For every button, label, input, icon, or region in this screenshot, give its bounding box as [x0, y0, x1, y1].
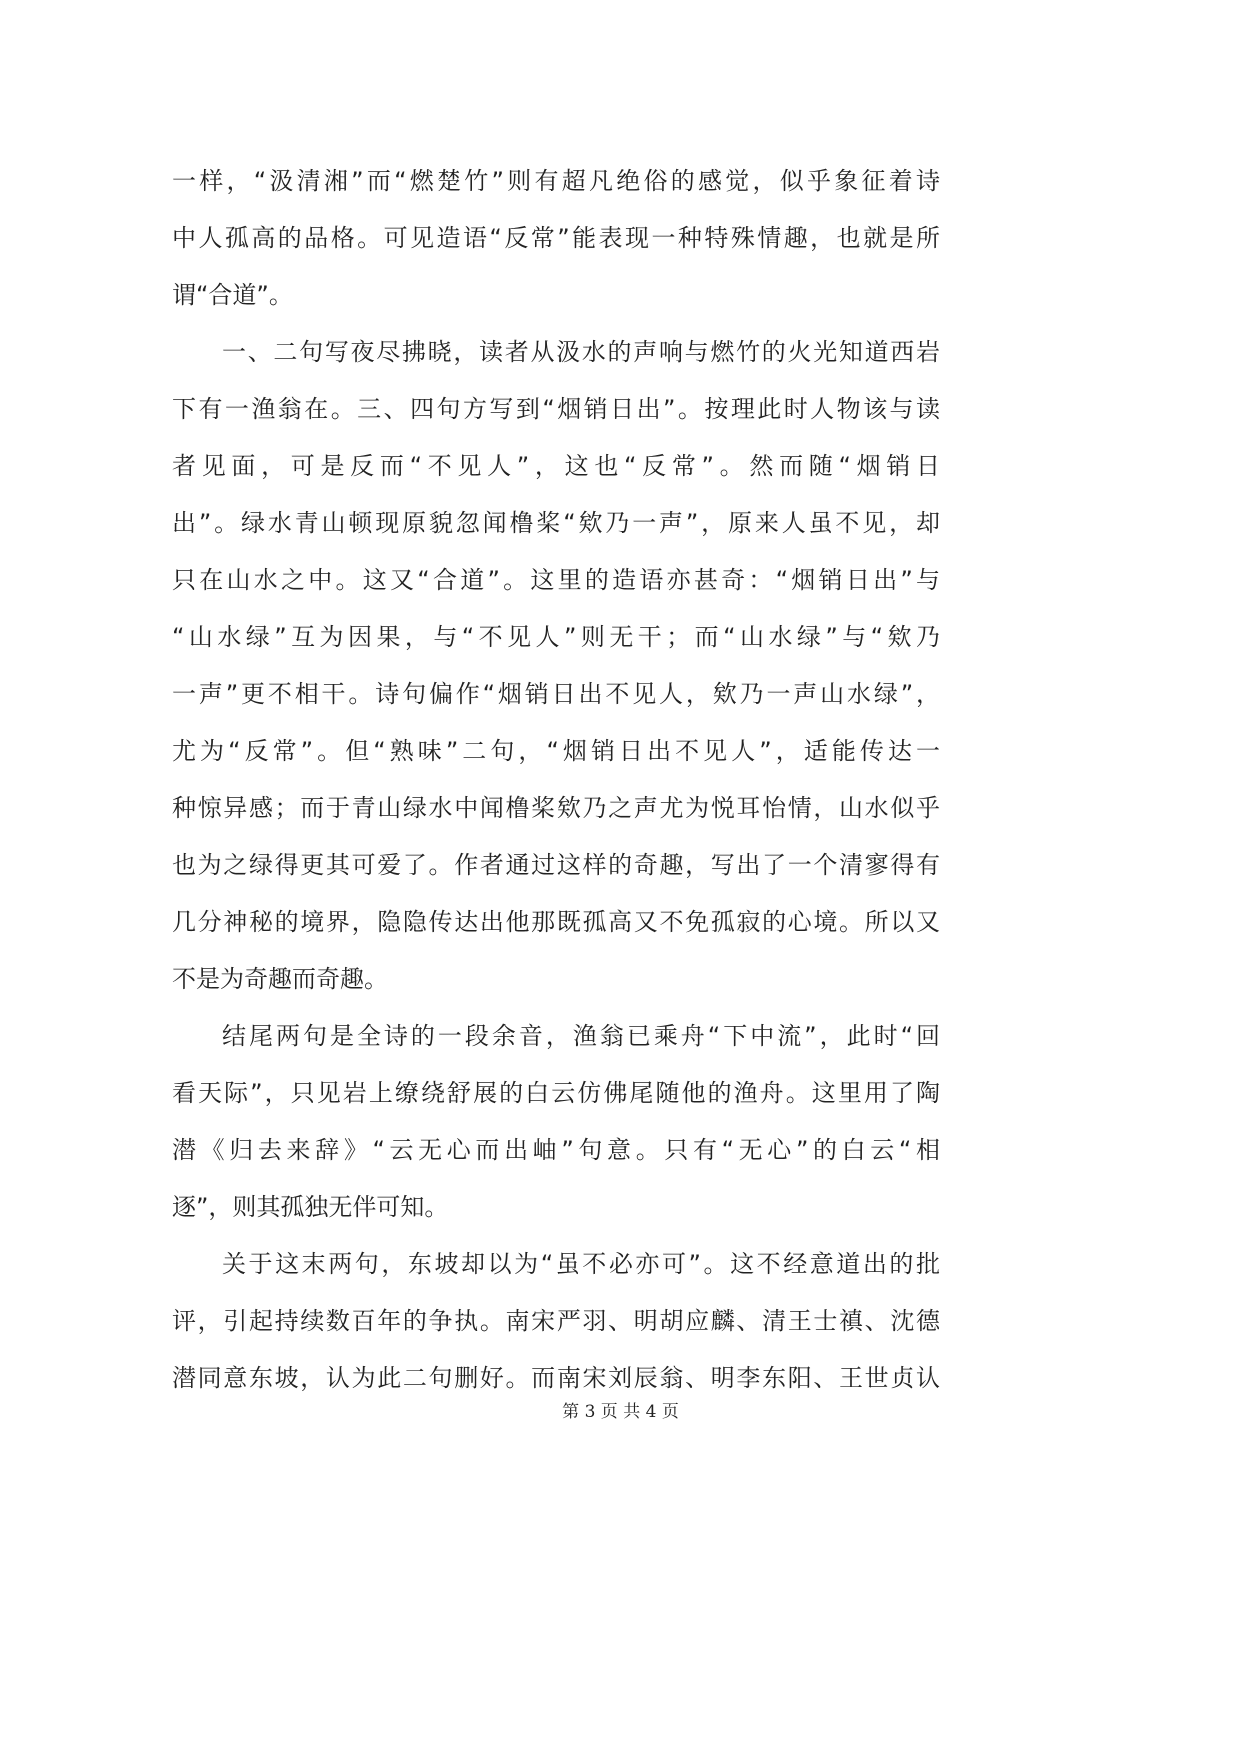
paragraph [172, 324, 940, 1008]
paragraph [172, 1236, 940, 1407]
text-line: 评，引起持续数百年的争执。南宋严羽、明胡应麟、清王士禛、沈德 [172, 1307, 940, 1335]
paragraph [172, 153, 940, 324]
text-line: 一样，“汲清湘”而“燃楚竹”则有超凡绝俗的感觉，似乎象征着诗 [172, 167, 940, 195]
text-line: 一声”更不相干。诗句偏作“烟销日出不见人，欸乃一声山水绿”， [172, 680, 940, 708]
paragraph [172, 1008, 940, 1236]
page-number: 第 3 页 共 4 页 [562, 1402, 679, 1422]
text-line: 者见面，可是反而“不见人”，这也“反常”。然而随“烟销日 [172, 452, 940, 480]
text-line: 一、二句写夜尽拂晓，读者从汲水的声响与燃竹的火光知道西岩 [222, 338, 940, 366]
text-line: 关于这末两句，东坡却以为“虽不必亦可”。这不经意道出的批 [222, 1250, 940, 1278]
text-line: 不是为奇趣而奇趣。 [172, 965, 388, 993]
text-line: 出”。绿水青山顿现原貌忽闻橹桨“欸乃一声”，原来人虽不见，却 [172, 509, 940, 537]
text-line: 下有一渔翁在。三、四句方写到“烟销日出”。按理此时人物该与读 [172, 395, 940, 423]
text-line: “山水绿”互为因果，与“不见人”则无干；而“山水绿”与“欸乃 [172, 623, 940, 651]
text-line: 中人孤高的品格。可见造语“反常”能表现一种特殊情趣，也就是所 [172, 224, 940, 252]
text-line: 谓“合道”。 [172, 281, 293, 309]
text-line: 只在山水之中。这又“合道”。这里的造语亦甚奇：“烟销日出”与 [172, 566, 940, 594]
text-line: 潜《归去来辞》“云无心而出岫”句意。只有“无心”的白云“相 [172, 1136, 940, 1164]
text-line: 逐”，则其孤独无伴可知。 [172, 1193, 449, 1221]
text-line: 种惊异感；而于青山绿水中闻橹桨欸乃之声尤为悦耳怡情，山水似乎 [172, 794, 940, 822]
text-line: 也为之绿得更其可爱了。作者通过这样的奇趣，写出了一个清寥得有 [172, 851, 940, 879]
text-line: 看天际”，只见岩上缭绕舒展的白云仿佛尾随他的渔舟。这里用了陶 [172, 1079, 940, 1107]
text-line: 几分神秘的境界，隐隐传达出他那既孤高又不免孤寂的心境。所以又 [172, 908, 940, 936]
page-footer [0, 1400, 1241, 1424]
text-line: 尤为“反常”。但“熟味”二句，“烟销日出不见人”，适能传达一 [172, 737, 940, 765]
text-line: 结尾两句是全诗的一段余音，渔翁已乘舟“下中流”，此时“回 [222, 1022, 940, 1050]
text-line: 潜同意东坡，认为此二句删好。而南宋刘辰翁、明李东阳、王世贞认 [172, 1364, 940, 1392]
body-text [172, 153, 940, 1407]
